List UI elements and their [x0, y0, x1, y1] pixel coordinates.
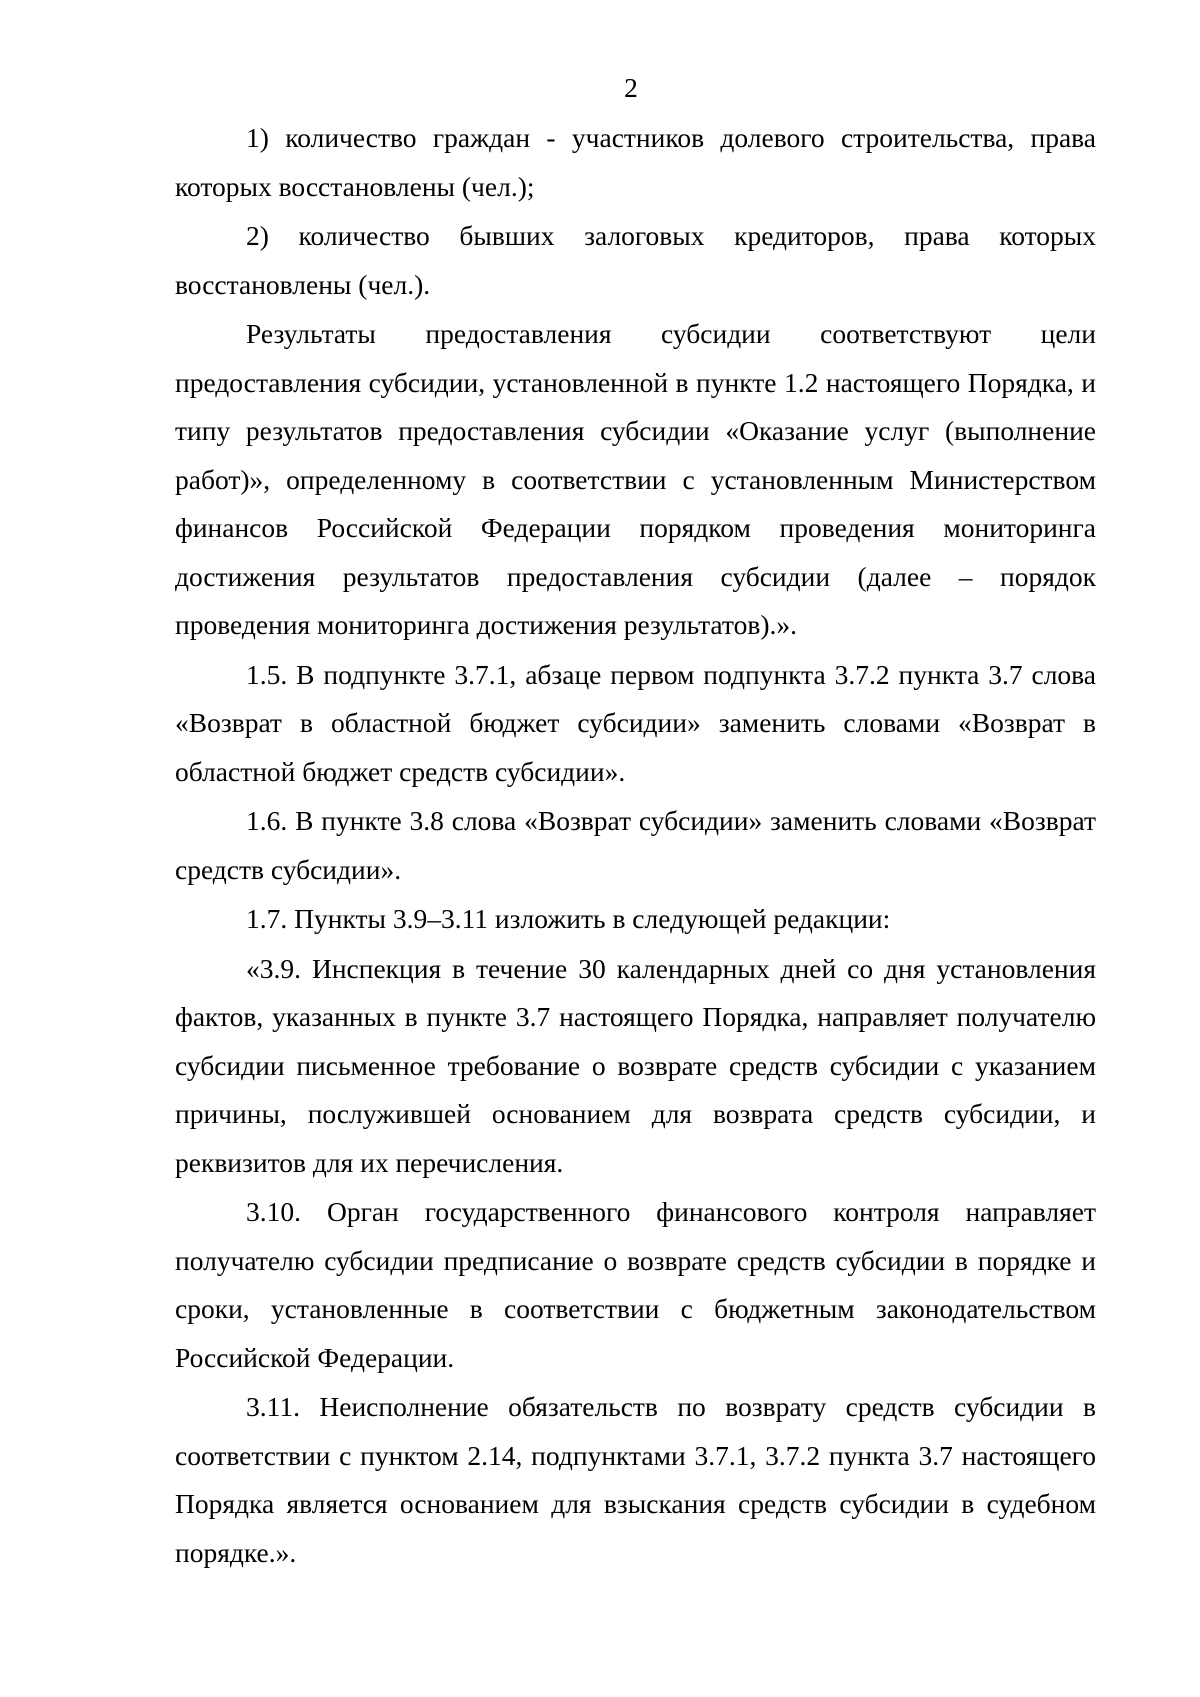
paragraph-1-6: 1.6. В пункте 3.8 слова «Возврат субсидии» заменить словами «Возврат средств субсидии». [175, 805, 1096, 885]
paragraph-3-10: 3.10. Орган государственного финансового контроля направляет получателю субсидии предписание о возврате средств субсидии в порядке и сроки, установленные в соответствии с бюджетным законодательством Российской Федерации. [175, 1196, 1096, 1373]
paragraph-1-5: 1.5. В подпункте 3.7.1, абзаце первом подпункта 3.7.2 пункта 3.7 слова «Возврат в областной бюджет субсидии» заменить словами «Возврат в областной бюджет средств субсидии». [175, 658, 1096, 787]
paragraph-item-2: 2) количество бывших залоговых кредиторов, права которых восстановлены (чел.). [175, 220, 1096, 300]
paragraph-item-1: 1) количество граждан - участников долевого строительства, права которых восстановлены (чел.); [175, 122, 1096, 202]
paragraph-3-11: 3.11. Неисполнение обязательств по возврату средств субсидии в соответствии с пунктом 2.14, подпунктами 3.7.1, 3.7.2 пункта 3.7 настоящего Порядка является основанием для взыскания средств субсидии в судебном порядке.». [175, 1391, 1096, 1568]
paragraph-results: Результаты предоставления субсидии соответствуют цели предоставления субсидии, установленной в пункте 1.2 настоящего Порядка, и типу результатов предоставления субсидии «Оказание услуг (выполнение работ)», определенному в соответствии с установленным Министерством финансов Российской Федерации порядком проведения мониторинга достижения результатов предоставления субсидии (далее – порядок проведения мониторинга достижения результатов).». [175, 318, 1096, 640]
paragraph-3-9: «3.9. Инспекция в течение 30 календарных дней со дня установления фактов, указанных в пункте 3.7 настоящего Порядка, направляет получателю субсидии письменное требование о возврате средств субсидии с указанием причины, послужившей основанием для возврата средств субсидии, и реквизитов для их перечисления. [175, 952, 1096, 1178]
document-body [175, 114, 1096, 1578]
page-number: 2 [624, 72, 638, 103]
paragraph-1-7: 1.7. Пункты 3.9–3.11 изложить в следующей редакции: [246, 903, 891, 934]
